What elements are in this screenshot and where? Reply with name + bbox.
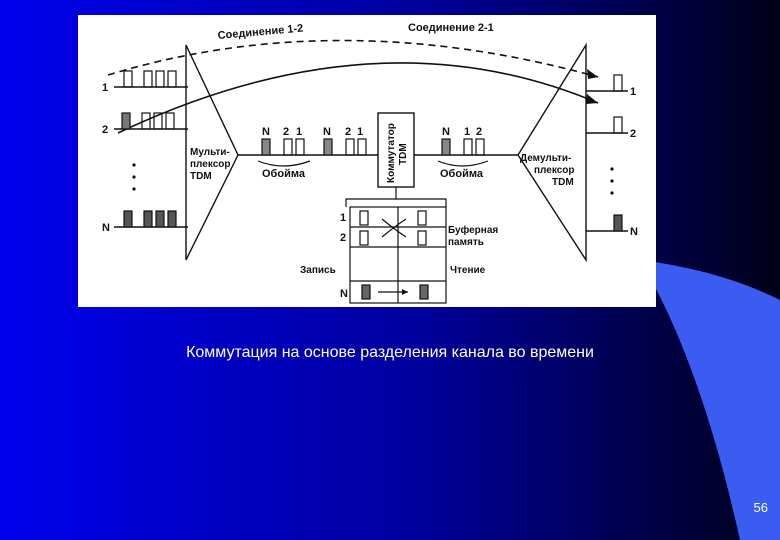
frame-mid-slot-2: 2 (345, 126, 352, 138)
mux-label-line2: плексор (190, 159, 231, 170)
diagram-svg (78, 15, 656, 307)
page-number: 56 (753, 500, 768, 515)
frame-right-slots (442, 139, 484, 155)
connection-2-1-label: Соединение 2-1 (408, 22, 494, 34)
input-label-2: 2 (102, 124, 109, 136)
frame-right-slot-2: 2 (476, 126, 483, 138)
demux-label-line3: TDM (552, 177, 574, 188)
tdm-switching-diagram (78, 15, 656, 307)
write-label: Запись (300, 265, 336, 276)
input-label-n: N (102, 222, 110, 234)
buffer-memory (350, 207, 446, 303)
buffer-label-line2: память (448, 237, 484, 248)
read-label: Чтение (450, 265, 486, 276)
connection-2-1-arc (118, 63, 598, 133)
frame-right-slot-1: 1 (464, 126, 471, 138)
buffer-label-line1: Буферная (448, 225, 499, 236)
input-label-1: 1 (102, 82, 109, 94)
buffer-row-1: 1 (340, 212, 347, 224)
buffer-row-n: N (340, 288, 348, 300)
frame-right-label: Обойма (440, 168, 483, 180)
frame-left-slot-1: 1 (296, 126, 303, 138)
connection-1-2-arc (108, 40, 598, 77)
output-label-1: 1 (630, 86, 637, 98)
frame-left-label: Обойма (262, 168, 305, 180)
frame-left-slot-n: N (262, 126, 270, 138)
slide-caption: Коммутация на основе разделения канала во времени (186, 344, 594, 361)
buffer-row-2: 2 (340, 232, 347, 244)
switch-label-line1: Коммутатор (386, 123, 397, 183)
frame-mid-slot-1: 1 (357, 126, 364, 138)
output-ellipsis (610, 167, 613, 194)
mux-label-line1: Мульти- (190, 147, 230, 158)
switch-label-line2: TDM (398, 143, 409, 165)
mux-label-line3: TDM (190, 171, 212, 182)
input-ellipsis (132, 163, 135, 190)
input-n-packets (124, 211, 176, 227)
input-2-packets (122, 113, 174, 129)
frame-left-slot-2: 2 (283, 126, 290, 138)
input-1-packets (124, 71, 176, 87)
connection-1-2-label: Соединение 1-2 (217, 22, 304, 42)
demux-label-line2: плексор (534, 165, 575, 176)
output-label-2: 2 (630, 128, 637, 140)
frame-right-slot-n: N (442, 126, 450, 138)
output-label-n: N (630, 226, 638, 238)
frame-mid-slot-n: N (323, 126, 331, 138)
demux-label-line1: Демульти- (520, 153, 572, 164)
frame-left-slots (262, 139, 366, 155)
